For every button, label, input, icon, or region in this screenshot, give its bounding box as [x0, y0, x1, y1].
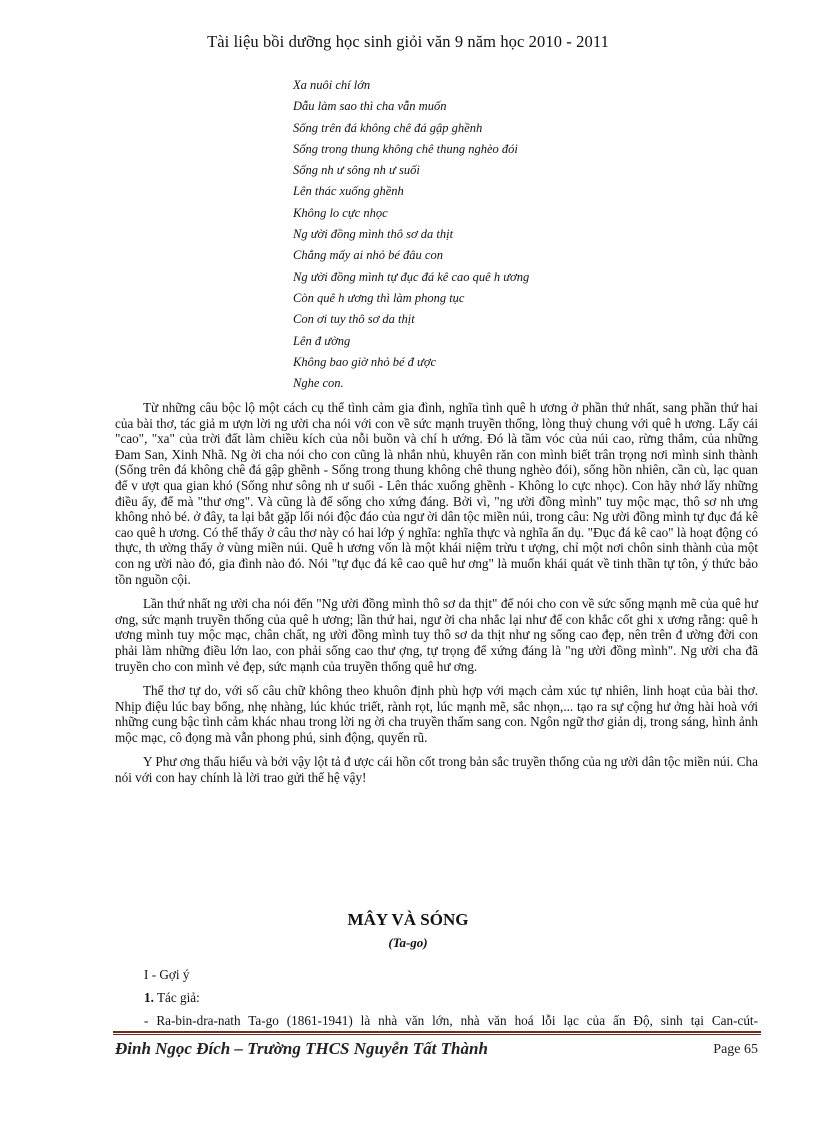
analysis-paragraph: Lần thứ nhất ng ười cha nói đến "Ng ười đồng mình thô sơ da thịt" để nói cho con về sức sống mạnh mẽ của quê hư ơng, sức mạnh truyền thống của quê h ương; lần thứ hai, ngư ời cha nhắc lại như để con khắc cốt ghi x ương rằng: quê h ương mình tuy mộc mạc, chân chất, ng ười đồng mình tuy thô sơ da thịt như ng sống cao đẹp, nên trên đ ường đời con phải làm những điều lớn lao, con phải sống cao thư ợng, tự trọng để xứng đáng là "ng ười đồng mình". Ng ười cha đã truyền cho con mình vẻ đẹp, sức mạnh của truyền thống quê hư ơng. [115, 596, 758, 674]
footer-author: Đinh Ngọc Đích – Trường THCS Nguyễn Tất Thành [115, 1039, 488, 1058]
poem-line: Không bao giờ nhỏ bé đ ược [293, 354, 437, 369]
poem-line: Xa nuôi chí lớn [293, 78, 371, 92]
poem-line: Sống trên đá không chê đá gập ghềnh [293, 120, 483, 135]
analysis-body [115, 400, 758, 795]
poem-line: Ng ười đồng mình tự đục đá kê cao quê h ương [293, 269, 530, 284]
poem-line: Sống trong thung không chê thung nghèo đói [293, 141, 518, 156]
outline-label: Tác giả: [153, 990, 200, 1005]
section-subtitle: (Ta-go) [388, 935, 428, 950]
poem-line: Ng ười đồng mình thô sơ da thịt [293, 227, 454, 242]
poem-excerpt [293, 75, 529, 394]
poem-line: Con ơi tuy thô sơ da thịt [293, 312, 415, 327]
analysis-paragraph: Y Phư ơng thấu hiểu và bởi vậy lột tả đ ược cái hồn cốt trong bản sắc truyền thống của ng ười dân tộc miền núi. Cha nói với con hay chính là lời trao gửi thế hệ vậy! [115, 754, 758, 786]
poem-line: Còn quê h ương thì làm phong tục [293, 290, 465, 305]
outline-list [144, 963, 758, 1032]
poem-line: Lên thác xuống ghềnh [293, 184, 404, 199]
poem-line: Lên đ ường [293, 333, 351, 348]
outline-item: I - Gợi ý [144, 967, 190, 982]
poem-line: Không lo cực nhọc [293, 205, 388, 220]
poem-line: Chẳng mấy ai nhỏ bé đâu con [293, 248, 443, 263]
analysis-paragraph: Từ những câu bộc lộ một cách cụ thể tình cảm gia đình, nghĩa tình quê h ương ở phần thứ nhất, sang phần thứ hai của bài thơ, tác giả m ượn lời ng ười cha nói với con về sức mạnh truyền thống, lòng thuỷ chung với quê h ương. Lấy cái "cao", "xa" của trời đất làm chiều kích của nỗi buồn và chí h ướng. Đó là tầm vóc của núi cao, rừng thẳm, của những Đam San, Xinh Nhã. Ng ời cha nói cho con cũng là nhắn nhủ, khuyên răn con mình biết trân trọng nơi mình sinh thành (Sống trên đá không chê đá gập ghềnh - Sống trong thung không chê thung nghèo đói), sống hồn nhiên, cần cù, lạc quan để v ượt qua gian khó (Sống như sông nh ư suối - Lên thác xuống ghềnh - Không lo cực nhọc). Con hãy nhớ lấy những điều ấy, để mà "thư ơng". Và cũng là để sống cho xứng đáng. Bởi vì, "ng ười đồng mình" tuy mộc mạc, thô sơ nh ưng không nhỏ bé. ở đây, ta lại bắt gặp lối nói độc đáo của ngư ời dân tộc miền núi, trong câu: Ng ười đồng mình tự đục đá kê cao quê h ương. Có thể thấy ở câu thơ này có hai lớp ý nghĩa: nghĩa thực và nghĩa ẩn dụ. "Đục đá kê cao" là hoạt động có thực, th ường thấy ở vùng miền núi. Quê h ương vốn là một khái niệm trừu t ượng, chỉ một nơi chôn sinh thành của một con ng ười nào đó, gia đình nào đó. Nói "tự đục đá kê cao quê hư ơng" là muốn khái quát về tinh thần tự tôn, ý thức bảo tồn nguồn cội. [115, 400, 758, 587]
outline-item [144, 986, 758, 1009]
analysis-paragraph: Thể thơ tự do, với số câu chữ không theo khuôn định phù hợp với mạch cảm xúc tự nhiên, linh hoạt của bài thơ. Nhịp điệu lúc bay bổng, nhẹ nhàng, lúc khúc triết, rành rọt, lúc mạnh mẽ, sắc nhọn,... tạo ra sự cộng hư ởng hài hoà với những cung bậc tình cảm khác nhau trong lời ng ời cha truyền thấm sang con. Ngôn ngữ thơ giản dị, trong sáng, hình ảnh mộc mạc, cô đọng mà vẫn phong phú, sinh động, quyến rũ. [115, 683, 758, 745]
outline-item: - Ra-bin-dra-nath Ta-go (1861-1941) là nhà văn lớn, nhà văn hoá lỗi lạc của ấn Độ, sinh tại Can-cút- [144, 1013, 758, 1028]
page-number: Page 65 [713, 1042, 758, 1057]
footer-divider [113, 1034, 761, 1035]
poem-line: Dẫu làm sao thì cha vẫn muốn [293, 99, 447, 114]
poem-line: Nghe con. [293, 376, 344, 391]
section-title: MÂY VÀ SÓNG [347, 910, 469, 929]
page-header-title: Tài liệu bồi dưỡng học sinh giỏi văn 9 năm học 2010 - 2011 [207, 32, 609, 51]
footer-divider [113, 1031, 761, 1033]
outline-number: 1. [144, 990, 154, 1005]
poem-line: Sống nh ư sông nh ư suối [293, 163, 420, 178]
